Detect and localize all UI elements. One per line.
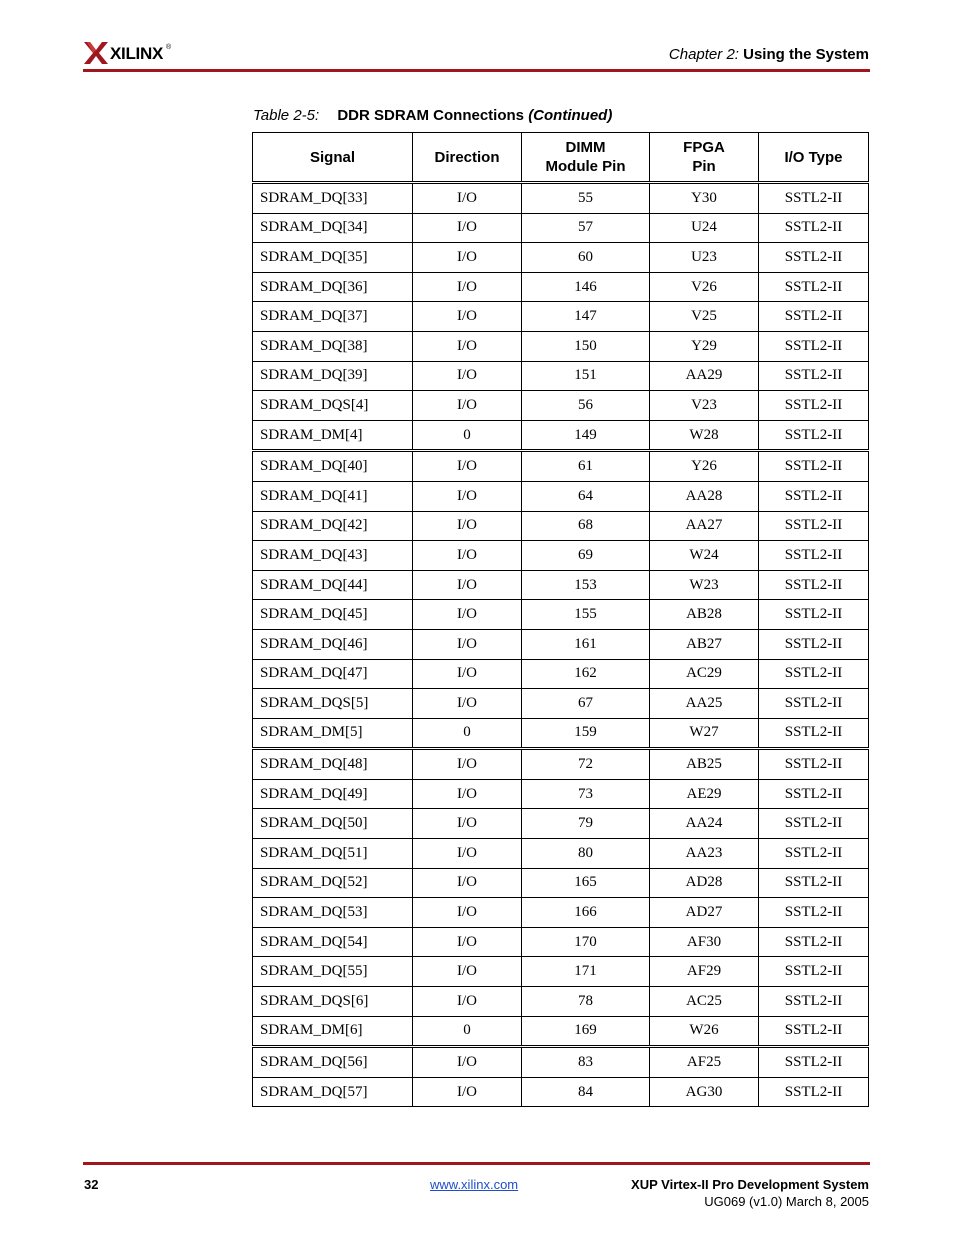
- dimm-pin-cell: 72: [522, 749, 650, 780]
- dimm-pin-cell: 84: [522, 1077, 650, 1107]
- column-header-fpga-pin: [650, 133, 759, 183]
- fpga-pin-cell: AB25: [650, 749, 759, 780]
- table-row: [253, 1047, 869, 1078]
- dimm-pin-cell: 161: [522, 629, 650, 659]
- column-header-direction: Direction: [413, 133, 522, 183]
- column-header-signal: Signal: [253, 133, 413, 183]
- signal-cell: SDRAM_DQ[46]: [253, 629, 413, 659]
- direction-cell: I/O: [413, 839, 522, 869]
- fpga-pin-cell: W24: [650, 541, 759, 571]
- dimm-pin-cell: 73: [522, 779, 650, 809]
- io-type-cell: SSTL2-II: [759, 629, 869, 659]
- fpga-pin-cell: Y26: [650, 451, 759, 482]
- direction-cell: 0: [413, 1016, 522, 1047]
- table-row: [253, 629, 869, 659]
- table-caption-continued: (Continued): [528, 107, 613, 124]
- table-caption-title: DDR SDRAM Connections: [337, 107, 525, 124]
- dimm-pin-cell: 80: [522, 839, 650, 869]
- fpga-pin-cell: V23: [650, 391, 759, 421]
- io-type-cell: SSTL2-II: [759, 957, 869, 987]
- io-type-cell: SSTL2-II: [759, 451, 869, 482]
- io-type-cell: SSTL2-II: [759, 718, 869, 749]
- io-type-cell: SSTL2-II: [759, 243, 869, 273]
- direction-cell: I/O: [413, 331, 522, 361]
- table-row: [253, 183, 869, 214]
- dimm-pin-cell: 155: [522, 600, 650, 630]
- signal-cell: SDRAM_DQ[41]: [253, 481, 413, 511]
- chapter-title: Using the System: [743, 46, 869, 63]
- io-type-cell: SSTL2-II: [759, 331, 869, 361]
- signal-cell: SDRAM_DQ[40]: [253, 451, 413, 482]
- signal-cell: SDRAM_DM[6]: [253, 1016, 413, 1047]
- io-type-cell: SSTL2-II: [759, 420, 869, 451]
- fpga-pin-cell: AA28: [650, 481, 759, 511]
- table-header-row: [253, 133, 869, 183]
- table-row: [253, 1016, 869, 1047]
- fpga-pin-cell: AF25: [650, 1047, 759, 1078]
- document-version: UG069 (v1.0) March 8, 2005: [704, 1194, 869, 1209]
- fpga-pin-cell: AA29: [650, 361, 759, 391]
- signal-cell: SDRAM_DM[5]: [253, 718, 413, 749]
- dimm-pin-cell: 57: [522, 213, 650, 243]
- table-row: [253, 659, 869, 689]
- table-row: [253, 481, 869, 511]
- dimm-pin-cell: 162: [522, 659, 650, 689]
- direction-cell: I/O: [413, 511, 522, 541]
- fpga-pin-cell: AG30: [650, 1077, 759, 1107]
- signal-cell: SDRAM_DQ[52]: [253, 868, 413, 898]
- column-header-fpga-pin-text: FPGA Pin: [683, 139, 725, 175]
- direction-cell: I/O: [413, 302, 522, 332]
- direction-cell: I/O: [413, 391, 522, 421]
- fpga-pin-cell: W26: [650, 1016, 759, 1047]
- direction-cell: I/O: [413, 451, 522, 482]
- table-caption-label: Table 2-5:: [253, 107, 320, 124]
- table-row: [253, 868, 869, 898]
- io-type-cell: SSTL2-II: [759, 898, 869, 928]
- xilinx-website-link[interactable]: www.xilinx.com: [430, 1177, 519, 1192]
- brand-name: XILINX: [110, 44, 163, 63]
- dimm-pin-cell: 153: [522, 570, 650, 600]
- chapter-heading: [669, 46, 869, 63]
- signal-cell: SDRAM_DQ[36]: [253, 272, 413, 302]
- direction-cell: 0: [413, 718, 522, 749]
- direction-cell: I/O: [413, 1077, 522, 1107]
- dimm-pin-cell: 169: [522, 1016, 650, 1047]
- io-type-cell: SSTL2-II: [759, 570, 869, 600]
- io-type-cell: SSTL2-II: [759, 511, 869, 541]
- direction-cell: I/O: [413, 1047, 522, 1078]
- chapter-label: Chapter 2:: [668, 46, 739, 63]
- dimm-pin-cell: 60: [522, 243, 650, 273]
- io-type-cell: SSTL2-II: [759, 779, 869, 809]
- page-number: 32: [84, 1177, 99, 1192]
- table-row: [253, 839, 869, 869]
- direction-cell: I/O: [413, 272, 522, 302]
- direction-cell: I/O: [413, 183, 522, 214]
- dimm-pin-cell: 166: [522, 898, 650, 928]
- table-row: [253, 987, 869, 1017]
- direction-cell: I/O: [413, 481, 522, 511]
- signal-cell: SDRAM_DQ[51]: [253, 839, 413, 869]
- direction-cell: I/O: [413, 898, 522, 928]
- dimm-pin-cell: 78: [522, 987, 650, 1017]
- dimm-pin-cell: 146: [522, 272, 650, 302]
- signal-cell: SDRAM_DQ[47]: [253, 659, 413, 689]
- fpga-pin-cell: AA24: [650, 809, 759, 839]
- io-type-cell: SSTL2-II: [759, 481, 869, 511]
- direction-cell: I/O: [413, 987, 522, 1017]
- io-type-cell: SSTL2-II: [759, 302, 869, 332]
- direction-cell: I/O: [413, 659, 522, 689]
- direction-cell: I/O: [413, 600, 522, 630]
- signal-cell: SDRAM_DQ[43]: [253, 541, 413, 571]
- signal-cell: SDRAM_DQS[6]: [253, 987, 413, 1017]
- fpga-pin-cell: W27: [650, 718, 759, 749]
- direction-cell: 0: [413, 420, 522, 451]
- dimm-pin-cell: 69: [522, 541, 650, 571]
- io-type-cell: SSTL2-II: [759, 541, 869, 571]
- direction-cell: I/O: [413, 629, 522, 659]
- io-type-cell: SSTL2-II: [759, 1047, 869, 1078]
- fpga-pin-cell: W23: [650, 570, 759, 600]
- signal-cell: SDRAM_DQS[5]: [253, 689, 413, 719]
- fpga-pin-cell: AB27: [650, 629, 759, 659]
- direction-cell: I/O: [413, 570, 522, 600]
- fpga-pin-cell: V26: [650, 272, 759, 302]
- dimm-pin-cell: 79: [522, 809, 650, 839]
- table-row: [253, 391, 869, 421]
- footer-rule: [83, 1162, 870, 1165]
- signal-cell: SDRAM_DQ[48]: [253, 749, 413, 780]
- io-type-cell: SSTL2-II: [759, 1077, 869, 1107]
- signal-cell: SDRAM_DQ[34]: [253, 213, 413, 243]
- signal-cell: SDRAM_DQ[54]: [253, 927, 413, 957]
- registered-mark: ®: [166, 44, 172, 51]
- fpga-pin-cell: AA27: [650, 511, 759, 541]
- fpga-pin-cell: U23: [650, 243, 759, 273]
- io-type-cell: SSTL2-II: [759, 183, 869, 214]
- direction-cell: I/O: [413, 957, 522, 987]
- fpga-pin-cell: Y29: [650, 331, 759, 361]
- table-row: [253, 331, 869, 361]
- signal-cell: SDRAM_DQ[57]: [253, 1077, 413, 1107]
- fpga-pin-cell: AD28: [650, 868, 759, 898]
- table-row: [253, 243, 869, 273]
- direction-cell: I/O: [413, 689, 522, 719]
- fpga-pin-cell: AE29: [650, 779, 759, 809]
- signal-cell: SDRAM_DQ[53]: [253, 898, 413, 928]
- io-type-cell: SSTL2-II: [759, 839, 869, 869]
- signal-cell: SDRAM_DQ[39]: [253, 361, 413, 391]
- fpga-pin-cell: AB28: [650, 600, 759, 630]
- dimm-pin-cell: 159: [522, 718, 650, 749]
- fpga-pin-cell: AD27: [650, 898, 759, 928]
- fpga-pin-cell: U24: [650, 213, 759, 243]
- dimm-pin-cell: 170: [522, 927, 650, 957]
- signal-cell: SDRAM_DQS[4]: [253, 391, 413, 421]
- dimm-pin-cell: 68: [522, 511, 650, 541]
- table-row: [253, 809, 869, 839]
- signal-cell: SDRAM_DQ[35]: [253, 243, 413, 273]
- xilinx-logo: [84, 40, 194, 68]
- dimm-pin-cell: 147: [522, 302, 650, 332]
- table-row: [253, 361, 869, 391]
- io-type-cell: SSTL2-II: [759, 361, 869, 391]
- signal-cell: SDRAM_DQ[55]: [253, 957, 413, 987]
- table-row: [253, 749, 869, 780]
- direction-cell: I/O: [413, 927, 522, 957]
- fpga-pin-cell: AC29: [650, 659, 759, 689]
- table-row: [253, 898, 869, 928]
- direction-cell: I/O: [413, 213, 522, 243]
- table-row: [253, 451, 869, 482]
- io-type-cell: SSTL2-II: [759, 689, 869, 719]
- io-type-cell: SSTL2-II: [759, 272, 869, 302]
- signal-cell: SDRAM_DM[4]: [253, 420, 413, 451]
- document-title: XUP Virtex-II Pro Development System: [631, 1177, 869, 1192]
- direction-cell: I/O: [413, 541, 522, 571]
- table-row: [253, 957, 869, 987]
- direction-cell: I/O: [413, 809, 522, 839]
- fpga-pin-cell: AA25: [650, 689, 759, 719]
- dimm-pin-cell: 83: [522, 1047, 650, 1078]
- header-rule: [83, 69, 870, 72]
- direction-cell: I/O: [413, 243, 522, 273]
- io-type-cell: SSTL2-II: [759, 927, 869, 957]
- io-type-cell: SSTL2-II: [759, 213, 869, 243]
- table-row: [253, 779, 869, 809]
- dimm-pin-cell: 67: [522, 689, 650, 719]
- io-type-cell: SSTL2-II: [759, 987, 869, 1017]
- column-header-dimm-module-pin-text: DIMM Module Pin: [545, 139, 626, 175]
- table-row: [253, 302, 869, 332]
- direction-cell: I/O: [413, 361, 522, 391]
- fpga-pin-cell: V25: [650, 302, 759, 332]
- table-row: [253, 570, 869, 600]
- io-type-cell: SSTL2-II: [759, 659, 869, 689]
- table-body: [253, 183, 869, 1107]
- dimm-pin-cell: 171: [522, 957, 650, 987]
- table-row: [253, 718, 869, 749]
- dimm-pin-cell: 165: [522, 868, 650, 898]
- io-type-cell: SSTL2-II: [759, 868, 869, 898]
- fpga-pin-cell: Y30: [650, 183, 759, 214]
- direction-cell: I/O: [413, 779, 522, 809]
- direction-cell: I/O: [413, 749, 522, 780]
- io-type-cell: SSTL2-II: [759, 749, 869, 780]
- dimm-pin-cell: 55: [522, 183, 650, 214]
- signal-cell: SDRAM_DQ[44]: [253, 570, 413, 600]
- dimm-pin-cell: 56: [522, 391, 650, 421]
- dimm-pin-cell: 151: [522, 361, 650, 391]
- signal-cell: SDRAM_DQ[42]: [253, 511, 413, 541]
- table-row: [253, 927, 869, 957]
- table-row: [253, 1077, 869, 1107]
- io-type-cell: SSTL2-II: [759, 391, 869, 421]
- dimm-pin-cell: 61: [522, 451, 650, 482]
- xilinx-logo-icon: [84, 40, 108, 66]
- dimm-pin-cell: 64: [522, 481, 650, 511]
- io-type-cell: SSTL2-II: [759, 600, 869, 630]
- table-row: [253, 511, 869, 541]
- dimm-pin-cell: 150: [522, 331, 650, 361]
- table-row: [253, 272, 869, 302]
- signal-cell: SDRAM_DQ[45]: [253, 600, 413, 630]
- signal-cell: SDRAM_DQ[33]: [253, 183, 413, 214]
- fpga-pin-cell: W28: [650, 420, 759, 451]
- table-caption: [253, 107, 612, 124]
- fpga-pin-cell: AC25: [650, 987, 759, 1017]
- signal-cell: SDRAM_DQ[37]: [253, 302, 413, 332]
- io-type-cell: SSTL2-II: [759, 809, 869, 839]
- fpga-pin-cell: AF29: [650, 957, 759, 987]
- dimm-pin-cell: 149: [522, 420, 650, 451]
- direction-cell: I/O: [413, 868, 522, 898]
- fpga-pin-cell: AF30: [650, 927, 759, 957]
- column-header-dimm-module-pin: [522, 133, 650, 183]
- table-row: [253, 689, 869, 719]
- fpga-pin-cell: AA23: [650, 839, 759, 869]
- signal-cell: SDRAM_DQ[38]: [253, 331, 413, 361]
- signal-cell: SDRAM_DQ[49]: [253, 779, 413, 809]
- table-row: [253, 420, 869, 451]
- table-row: [253, 213, 869, 243]
- table-row: [253, 600, 869, 630]
- signal-cell: SDRAM_DQ[50]: [253, 809, 413, 839]
- ddr-sdram-connections-table: [252, 132, 869, 1107]
- signal-cell: SDRAM_DQ[56]: [253, 1047, 413, 1078]
- table-row: [253, 541, 869, 571]
- column-header-io-type: I/O Type: [759, 133, 869, 183]
- io-type-cell: SSTL2-II: [759, 1016, 869, 1047]
